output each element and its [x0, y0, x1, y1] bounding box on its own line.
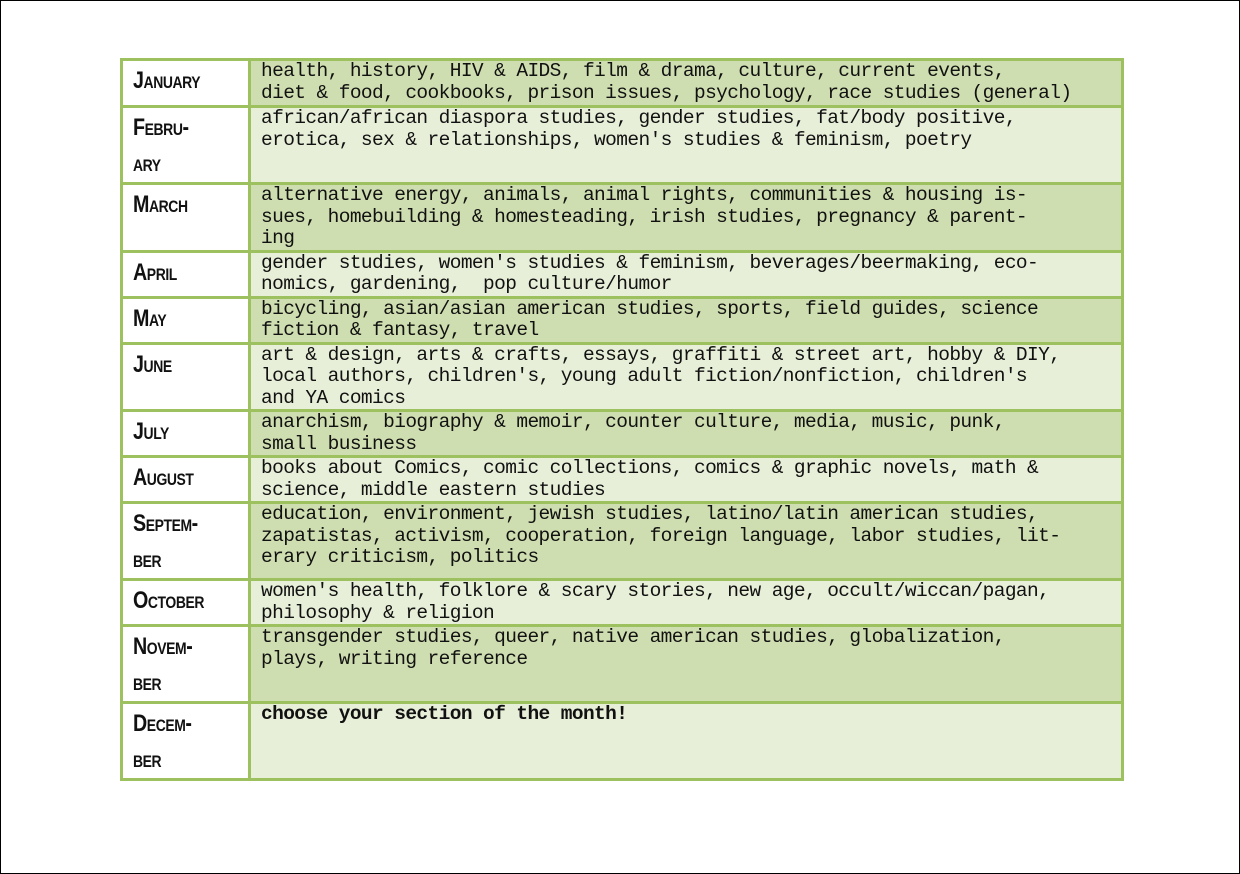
topics-line: transgender studies, queer, native american studies, globalization, [261, 626, 1005, 648]
topics-line: african/african diaspora studies, gender studies, fat/body positive, [261, 107, 1016, 129]
topics-line: anarchism, biography & memoir, counter culture, media, music, punk, [261, 411, 1005, 433]
table-row [122, 580, 1123, 626]
topics-line: and YA comics [261, 386, 406, 409]
month-label-line: April [133, 258, 177, 286]
topics-cell [250, 580, 1123, 626]
month-cell [122, 251, 250, 297]
topics-line: small business [261, 432, 417, 455]
topics-line: alternative energy, animals, animal rights, communities & housing is- [261, 184, 1028, 206]
month-cell [122, 457, 250, 503]
topics-line: ing [261, 227, 295, 249]
topics-line: plays, writing reference [261, 647, 528, 670]
month-label-line: July [133, 418, 169, 445]
topics-cell [250, 703, 1123, 780]
topics-line: zapatistas, activism, cooperation, foreign language, labor studies, lit- [261, 524, 1061, 547]
month-label-line: Novem- [133, 633, 193, 660]
month-label-line: June [133, 350, 172, 378]
table-row [122, 411, 1123, 457]
table-body [122, 60, 1123, 780]
table-row [122, 626, 1123, 703]
topics-line: health, history, HIV & AIDS, film & drama, culture, current events, [261, 60, 1005, 82]
topics-line: fiction & fantasy, travel [261, 319, 539, 341]
table-row [122, 343, 1123, 411]
month-cell [122, 184, 250, 252]
table-row [122, 457, 1123, 503]
topics-cell [250, 60, 1123, 107]
month-label-line: Febru- [133, 114, 189, 141]
topics-line: erary criticism, politics [261, 546, 539, 568]
topics-line: choose your section of the month! [261, 703, 628, 725]
topics-cell [250, 251, 1123, 297]
month-cell [122, 411, 250, 457]
month-cell [122, 503, 250, 580]
topics-cell [250, 297, 1123, 343]
table-row [122, 297, 1123, 343]
topics-line: nomics, gardening, pop culture/humor [261, 273, 672, 295]
month-cell [122, 703, 250, 780]
month-label-line: ber [133, 546, 162, 573]
month-label-line: May [133, 304, 167, 332]
topics-cell [250, 503, 1123, 580]
topics-cell [250, 457, 1123, 503]
month-label-line: ary [133, 150, 161, 177]
month-label-line: January [133, 67, 201, 94]
month-label-line: August [133, 464, 194, 491]
month-label-line: October [133, 587, 205, 614]
month-cell [122, 580, 250, 626]
topics-line: diet & food, cookbooks, prison issues, psychology, race studies (general) [261, 81, 1072, 104]
topics-line: bicycling, asian/asian american studies, sports, field guides, science [261, 297, 1039, 320]
table-row [122, 60, 1123, 107]
topics-cell [250, 107, 1123, 184]
table-row [122, 503, 1123, 580]
month-label-line: March [133, 191, 188, 218]
topics-line: women's health, folklore & scary stories, new age, occult/wiccan/pagan, [261, 580, 1050, 602]
month-label-line: Septem- [133, 510, 198, 537]
month-cell [122, 107, 250, 184]
topics-cell [250, 626, 1123, 703]
topics-cell [250, 411, 1123, 457]
month-label-line: ber [133, 746, 162, 773]
topics-line: books about Comics, comic collections, comics & graphic novels, math & [261, 457, 1039, 479]
topics-cell [250, 184, 1123, 252]
month-label-line: ber [133, 669, 162, 696]
month-label-line: Decem- [133, 710, 192, 737]
topics-line: art & design, arts & crafts, essays, graffiti & street art, hobby & DIY, [261, 343, 1061, 366]
topics-line: erotica, sex & relationships, women's studies & feminism, poetry [261, 128, 972, 151]
topics-line: sues, homebuilding & homesteading, irish studies, pregnancy & parent- [261, 205, 1028, 228]
topics-line: science, middle eastern studies [261, 478, 606, 501]
topics-line: gender studies, women's studies & feminism, beverages/beermaking, eco- [261, 251, 1039, 274]
sections-of-the-month-table [120, 58, 1124, 781]
topics-line: local authors, children's, young adult fiction/nonfiction, children's [261, 365, 1028, 387]
table-row [122, 107, 1123, 184]
table-row [122, 251, 1123, 297]
table-row [122, 703, 1123, 780]
month-cell [122, 343, 250, 411]
topics-cell [250, 343, 1123, 411]
month-cell [122, 297, 250, 343]
topics-line: education, environment, jewish studies, latino/latin american studies, [261, 503, 1039, 525]
month-cell [122, 60, 250, 107]
table-row [122, 184, 1123, 252]
topics-line: philosophy & religion [261, 601, 495, 624]
month-cell [122, 626, 250, 703]
